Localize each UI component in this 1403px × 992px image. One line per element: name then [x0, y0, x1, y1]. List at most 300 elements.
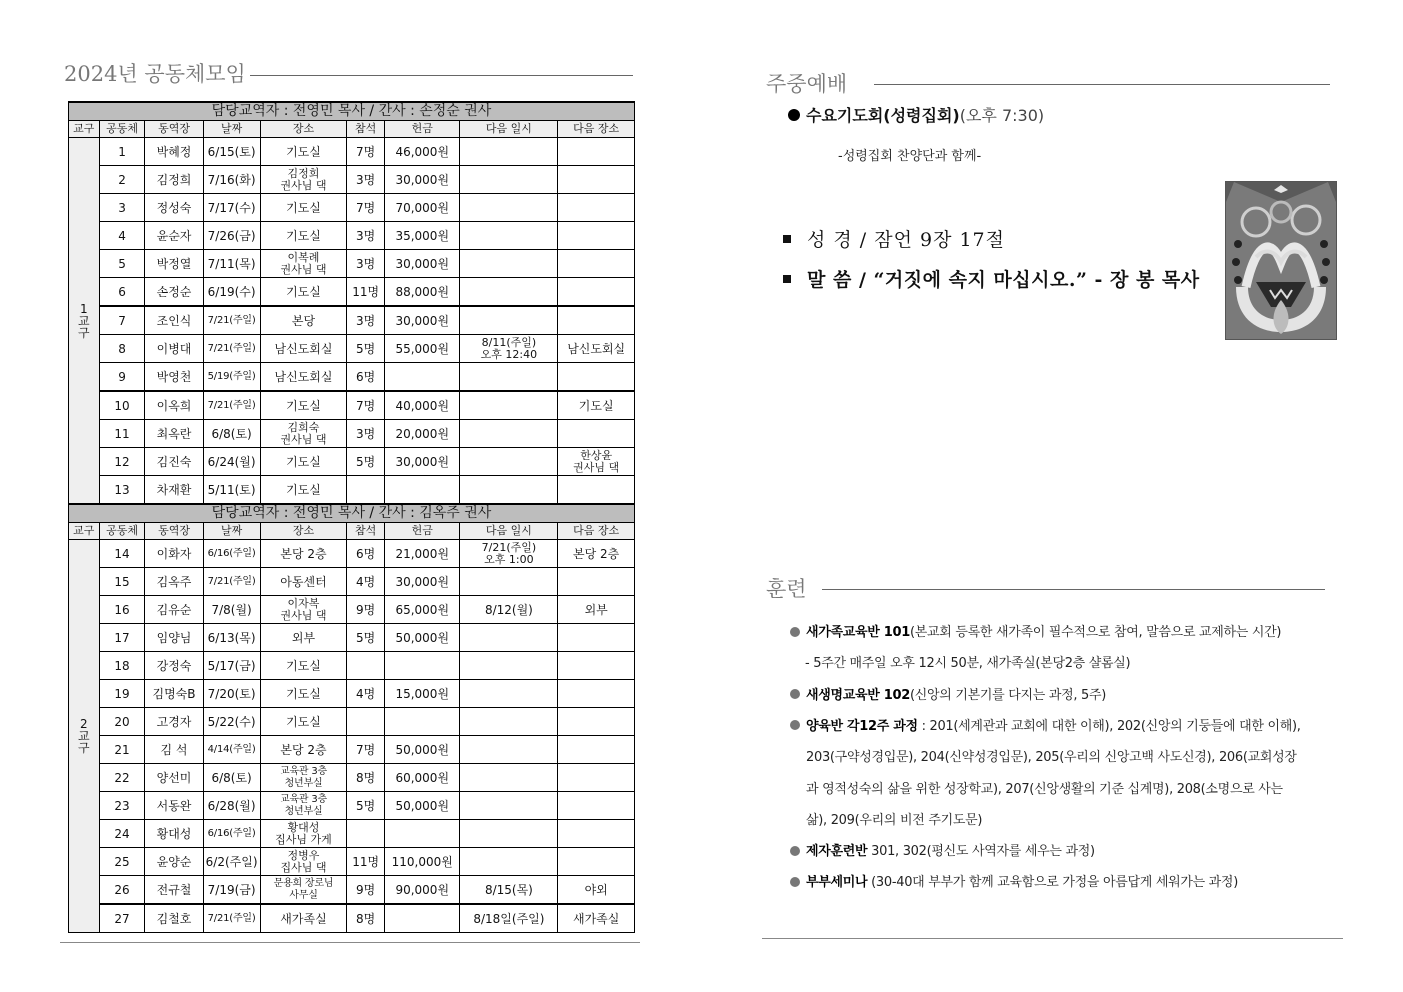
co-leader-cell: 김명숙B [145, 680, 203, 708]
place-cell: 외부 [260, 624, 347, 652]
district-label-char: 구 [77, 741, 90, 755]
table-row [69, 820, 635, 848]
co-leader-cell: 박영천 [145, 363, 203, 392]
next-place-cell [558, 792, 635, 820]
attendance-cell: 7명 [347, 194, 385, 222]
next-date-cell [460, 250, 558, 278]
district-label-char: 구 [77, 325, 90, 340]
table-row [69, 335, 635, 363]
community-no-cell: 6 [99, 278, 145, 307]
community-no-cell: 21 [99, 736, 145, 764]
schedule-title: 2024년 공동체모임 [64, 62, 246, 86]
attendance-cell [347, 476, 385, 505]
next-place-cell [558, 680, 635, 708]
column-header: 다음 장소 [558, 523, 635, 540]
offering-cell: 50,000원 [385, 624, 460, 652]
offering-cell: 30,000원 [385, 448, 460, 476]
offering-cell: 60,000원 [385, 764, 460, 792]
community-no-cell: 8 [99, 335, 145, 363]
place-cell: 김정희 권사님 댁 [260, 166, 347, 194]
place-cell: 기도실 [260, 222, 347, 250]
community-no-cell: 14 [99, 540, 145, 568]
offering-cell: 90,000원 [385, 876, 460, 905]
place-cell: 문용희 장로님 사무실 [260, 876, 347, 905]
table-row [69, 680, 635, 708]
community-no-cell: 7 [99, 306, 145, 335]
table-row [69, 363, 635, 392]
table-row [69, 306, 635, 335]
place-cell: 기도실 [260, 138, 347, 166]
community-no-cell: 11 [99, 420, 145, 448]
place-cell: 황대성 집사님 가게 [260, 820, 347, 848]
community-meeting-table [68, 101, 635, 933]
next-place-cell: 한상윤 권사님 댁 [558, 448, 635, 476]
attendance-cell: 3명 [347, 166, 385, 194]
training-item [790, 875, 1238, 891]
offering-cell: 110,000원 [385, 848, 460, 876]
attendance-cell: 7명 [347, 736, 385, 764]
column-header: 동역장 [145, 121, 203, 138]
group-leader-row [69, 102, 635, 121]
square-bullet-icon [783, 275, 791, 283]
date-cell: 7/16(화) [203, 166, 260, 194]
training-item [790, 719, 1301, 735]
date-cell: 6/28(월) [203, 792, 260, 820]
column-header: 날짜 [203, 523, 260, 540]
community-no-cell: 18 [99, 652, 145, 680]
date-cell: 7/21(주일) [203, 904, 260, 933]
column-header: 장소 [260, 121, 347, 138]
column-header: 다음 장소 [558, 121, 635, 138]
date-cell: 6/16(주일) [203, 820, 260, 848]
place-cell: 이복례 권사님 댁 [260, 250, 347, 278]
next-date-cell [460, 138, 558, 166]
next-date-cell: 7/21(주일) 오후 1:00 [460, 540, 558, 568]
place-cell: 기도실 [260, 652, 347, 680]
offering-cell: 21,000원 [385, 540, 460, 568]
community-no-cell: 3 [99, 194, 145, 222]
next-date-cell [460, 848, 558, 876]
date-cell: 6/15(토) [203, 138, 260, 166]
offering-cell: 20,000원 [385, 420, 460, 448]
training-title-rule [822, 589, 1325, 590]
place-cell: 본당 2층 [260, 736, 347, 764]
co-leader-cell: 김철호 [145, 904, 203, 933]
column-header: 교구 [69, 523, 100, 540]
place-cell: 새가족실 [260, 904, 347, 933]
table-row [69, 624, 635, 652]
next-place-cell [558, 420, 635, 448]
place-cell: 교육관 3층 청년부실 [260, 764, 347, 792]
co-leader-cell: 정성숙 [145, 194, 203, 222]
next-date-cell [460, 820, 558, 848]
table-row [69, 568, 635, 596]
group-leader-text: 담당교역자 : 전영민 목사 / 간사 : 손정순 권사 [69, 102, 635, 121]
next-place-cell [558, 363, 635, 392]
offering-cell: 35,000원 [385, 222, 460, 250]
community-no-cell: 20 [99, 708, 145, 736]
place-cell: 기도실 [260, 448, 347, 476]
co-leader-cell: 김유순 [145, 596, 203, 624]
gray-dot-icon [790, 846, 800, 856]
next-place-cell: 새가족실 [558, 904, 635, 933]
place-cell: 기도실 [260, 194, 347, 222]
place-cell: 기도실 [260, 680, 347, 708]
co-leader-cell: 이병대 [145, 335, 203, 363]
wednesday-service-name: 수요기도회(성령집회) [806, 106, 960, 125]
table-row [69, 448, 635, 476]
co-leader-cell: 전규철 [145, 876, 203, 905]
community-no-cell: 1 [99, 138, 145, 166]
table-row [69, 904, 635, 933]
offering-cell: 40,000원 [385, 391, 460, 420]
next-date-cell [460, 624, 558, 652]
attendance-cell: 3명 [347, 222, 385, 250]
community-no-cell: 13 [99, 476, 145, 505]
community-no-cell: 23 [99, 792, 145, 820]
co-leader-cell: 강정숙 [145, 652, 203, 680]
date-cell: 6/24(월) [203, 448, 260, 476]
next-date-cell [460, 222, 558, 250]
next-date-cell: 8/18일(주일) [460, 904, 558, 933]
co-leader-cell: 조인식 [145, 306, 203, 335]
attendance-cell: 3명 [347, 420, 385, 448]
column-header: 날짜 [203, 121, 260, 138]
attendance-cell: 3명 [347, 306, 385, 335]
date-cell: 5/11(토) [203, 476, 260, 505]
offering-cell: 15,000원 [385, 680, 460, 708]
attendance-cell: 5명 [347, 792, 385, 820]
next-date-cell [460, 568, 558, 596]
date-cell: 7/26(금) [203, 222, 260, 250]
table-row [69, 250, 635, 278]
place-cell: 남신도회실 [260, 335, 347, 363]
training-desc-cont: 과 영적성숙의 삶을 위한 성장학교), 207(신앙생활의 기준 십계명), 208(소명으로 사는 [806, 781, 1283, 797]
column-header: 장소 [260, 523, 347, 540]
offering-cell [385, 904, 460, 933]
place-cell: 김희숙 권사님 댁 [260, 420, 347, 448]
attendance-cell: 8명 [347, 764, 385, 792]
training-item [790, 688, 1106, 704]
column-header: 참석 [347, 523, 385, 540]
next-place-cell: 야외 [558, 876, 635, 905]
place-cell: 기도실 [260, 278, 347, 307]
next-date-cell: 8/11(주일) 오후 12:40 [460, 335, 558, 363]
sermon-text: 말 씀 / “거짓에 속지 마십시오.” - 장 봉 목사 [807, 269, 1200, 291]
next-date-cell [460, 420, 558, 448]
next-date-cell [460, 363, 558, 392]
date-cell: 4/14(주일) [203, 736, 260, 764]
offering-cell: 30,000원 [385, 250, 460, 278]
co-leader-cell: 박혜정 [145, 138, 203, 166]
next-date-cell [460, 476, 558, 505]
table-row [69, 540, 635, 568]
gray-dot-icon [790, 689, 800, 699]
next-place-cell [558, 250, 635, 278]
co-leader-cell: 김 석 [145, 736, 203, 764]
co-leader-cell: 김정희 [145, 166, 203, 194]
community-no-cell: 10 [99, 391, 145, 420]
offering-cell [385, 476, 460, 505]
next-place-cell [558, 222, 635, 250]
next-place-cell [558, 708, 635, 736]
next-date-cell [460, 708, 558, 736]
co-leader-cell: 김옥주 [145, 568, 203, 596]
attendance-cell [347, 652, 385, 680]
next-place-cell [558, 194, 635, 222]
next-date-cell: 8/12(월) [460, 596, 558, 624]
wednesday-note: -성령집회 찬양단과 함께- [838, 149, 982, 164]
table-row [69, 652, 635, 680]
offering-cell: 46,000원 [385, 138, 460, 166]
column-header: 참석 [347, 121, 385, 138]
gray-dot-icon [790, 877, 800, 887]
offering-cell: 88,000원 [385, 278, 460, 307]
offering-cell: 30,000원 [385, 568, 460, 596]
table-row [69, 222, 635, 250]
next-place-cell: 남신도회실 [558, 335, 635, 363]
attendance-cell [347, 708, 385, 736]
training-name: 제자훈련반 [806, 844, 868, 860]
column-header: 다음 일시 [460, 523, 558, 540]
district-label [69, 138, 100, 505]
co-leader-cell: 고경자 [145, 708, 203, 736]
date-cell: 7/17(수) [203, 194, 260, 222]
scripture-line [783, 228, 1005, 252]
attendance-cell: 5명 [347, 448, 385, 476]
group-leader-text: 담당교역자 : 전영민 목사 / 간사 : 김옥주 권사 [69, 504, 635, 523]
date-cell: 7/21(주일) [203, 391, 260, 420]
wednesday-service-time: (오후 7:30) [959, 106, 1045, 125]
co-leader-cell: 손정순 [145, 278, 203, 307]
next-date-cell: 8/15(목) [460, 876, 558, 905]
worship-illustration [1225, 181, 1337, 340]
table-row [69, 792, 635, 820]
community-no-cell: 25 [99, 848, 145, 876]
place-cell: 본당 2층 [260, 540, 347, 568]
date-cell: 6/8(토) [203, 764, 260, 792]
next-place-cell [558, 278, 635, 307]
right-footer-rule [762, 938, 1343, 939]
offering-cell: 65,000원 [385, 596, 460, 624]
co-leader-cell: 윤양순 [145, 848, 203, 876]
table-row [69, 278, 635, 307]
training-name: 부부세미나 [806, 875, 868, 891]
table-row [69, 736, 635, 764]
community-no-cell: 17 [99, 624, 145, 652]
place-cell: 정병우 집사님 댁 [260, 848, 347, 876]
training-desc-cont: 삶), 209(우리의 비전 주기도문) [806, 812, 983, 828]
next-date-cell [460, 166, 558, 194]
offering-cell: 50,000원 [385, 792, 460, 820]
attendance-cell: 8명 [347, 904, 385, 933]
table-row [69, 194, 635, 222]
place-cell: 기도실 [260, 391, 347, 420]
gray-dot-icon [790, 720, 800, 730]
attendance-cell: 3명 [347, 250, 385, 278]
community-no-cell: 16 [99, 596, 145, 624]
community-no-cell: 2 [99, 166, 145, 194]
date-cell: 6/19(수) [203, 278, 260, 307]
place-cell: 아동센터 [260, 568, 347, 596]
place-cell: 남신도회실 [260, 363, 347, 392]
attendance-cell: 5명 [347, 335, 385, 363]
praise-hands-illustration [1226, 182, 1336, 339]
offering-cell [385, 820, 460, 848]
table-row [69, 876, 635, 905]
next-date-cell [460, 680, 558, 708]
co-leader-cell: 양선미 [145, 764, 203, 792]
training-desc-cont: 203(구약성경입문), 204(신약성경입문), 205(우리의 신앙고백 사도신경), 206(교회성장 [806, 750, 1297, 766]
next-date-cell [460, 278, 558, 307]
table-header-row [69, 121, 635, 138]
worship-title: 주중예배 [766, 72, 848, 96]
offering-cell [385, 708, 460, 736]
date-cell: 6/16(주일) [203, 540, 260, 568]
training-desc-cont: - 5주간 매주일 오후 12시 50분, 새가족실(본당2층 샬롬실) [805, 656, 1131, 672]
next-date-cell [460, 194, 558, 222]
column-header: 공동체 [99, 523, 145, 540]
column-header: 다음 일시 [460, 121, 558, 138]
attendance-cell: 6명 [347, 540, 385, 568]
left-footer-rule [60, 942, 640, 943]
co-leader-cell: 임양님 [145, 624, 203, 652]
wednesday-service [788, 105, 1044, 127]
next-place-cell [558, 820, 635, 848]
co-leader-cell: 황대성 [145, 820, 203, 848]
training-desc: : 201(세계관과 교회에 대한 이해), 202(신앙의 기둥들에 대한 이해), [917, 718, 1301, 734]
offering-cell: 50,000원 [385, 736, 460, 764]
table-row [69, 391, 635, 420]
co-leader-cell: 윤순자 [145, 222, 203, 250]
next-date-cell [460, 764, 558, 792]
next-date-cell [460, 736, 558, 764]
date-cell: 5/19(주일) [203, 363, 260, 392]
next-place-cell [558, 306, 635, 335]
next-place-cell [558, 568, 635, 596]
training-title: 훈련 [766, 577, 807, 601]
next-place-cell [558, 624, 635, 652]
table-row [69, 166, 635, 194]
scripture-text: 성 경 / 잠언 9장 17절 [807, 229, 1005, 251]
offering-cell: 70,000원 [385, 194, 460, 222]
offering-cell: 55,000원 [385, 335, 460, 363]
attendance-cell: 7명 [347, 391, 385, 420]
next-place-cell: 기도실 [558, 391, 635, 420]
date-cell: 5/22(수) [203, 708, 260, 736]
community-no-cell: 22 [99, 764, 145, 792]
attendance-cell: 5명 [347, 624, 385, 652]
district-label-char: 교 [77, 729, 90, 743]
offering-cell: 30,000원 [385, 166, 460, 194]
date-cell: 7/11(목) [203, 250, 260, 278]
place-cell: 기도실 [260, 476, 347, 505]
district-label-char: 교 [77, 313, 90, 328]
column-header: 교구 [69, 121, 100, 138]
date-cell: 7/20(토) [203, 680, 260, 708]
community-no-cell: 15 [99, 568, 145, 596]
black-dot-icon [788, 109, 800, 121]
training-item [790, 844, 1095, 860]
table-row [69, 138, 635, 166]
square-bullet-icon [783, 235, 791, 243]
title-rule [250, 75, 633, 76]
offering-cell [385, 652, 460, 680]
co-leader-cell: 차재환 [145, 476, 203, 505]
attendance-cell: 7명 [347, 138, 385, 166]
attendance-cell: 11명 [347, 278, 385, 307]
group-leader-row [69, 504, 635, 523]
attendance-cell: 4명 [347, 680, 385, 708]
table-row [69, 596, 635, 624]
co-leader-cell: 이화자 [145, 540, 203, 568]
training-name: 새가족교육반 101 [806, 625, 911, 640]
community-no-cell: 12 [99, 448, 145, 476]
next-place-cell [558, 138, 635, 166]
date-cell: 7/21(주일) [203, 568, 260, 596]
date-cell: 7/8(월) [203, 596, 260, 624]
attendance-cell: 9명 [347, 596, 385, 624]
attendance-cell: 9명 [347, 876, 385, 905]
next-date-cell [460, 652, 558, 680]
offering-cell [385, 363, 460, 392]
column-header: 동역장 [145, 523, 203, 540]
co-leader-cell: 서동완 [145, 792, 203, 820]
next-place-cell: 본당 2층 [558, 540, 635, 568]
next-date-cell [460, 448, 558, 476]
date-cell: 7/21(주일) [203, 306, 260, 335]
community-no-cell: 4 [99, 222, 145, 250]
column-header: 헌금 [385, 523, 460, 540]
table-row [69, 764, 635, 792]
attendance-cell [347, 820, 385, 848]
district-label [69, 540, 100, 933]
district-label-char: 2 [79, 717, 88, 731]
community-no-cell: 27 [99, 904, 145, 933]
table-header-row [69, 523, 635, 540]
date-cell: 6/2(주일) [203, 848, 260, 876]
training-desc: (30-40대 부부가 함께 교육함으로 가정을 아름답게 세워가는 과정) [867, 875, 1238, 891]
sermon-line [783, 268, 1200, 292]
worship-title-rule [874, 84, 1330, 85]
place-cell: 교육관 3층 청년부실 [260, 792, 347, 820]
next-date-cell [460, 792, 558, 820]
attendance-cell: 4명 [347, 568, 385, 596]
place-cell: 본당 [260, 306, 347, 335]
community-no-cell: 5 [99, 250, 145, 278]
date-cell: 6/8(토) [203, 420, 260, 448]
next-place-cell [558, 652, 635, 680]
offering-cell: 30,000원 [385, 306, 460, 335]
community-no-cell: 26 [99, 876, 145, 905]
next-place-cell [558, 166, 635, 194]
gray-dot-icon [790, 627, 800, 637]
place-cell: 기도실 [260, 708, 347, 736]
table-row [69, 708, 635, 736]
column-header: 헌금 [385, 121, 460, 138]
next-date-cell [460, 391, 558, 420]
next-place-cell: 외부 [558, 596, 635, 624]
table-row [69, 476, 635, 505]
co-leader-cell: 최옥란 [145, 420, 203, 448]
co-leader-cell: 이옥희 [145, 391, 203, 420]
date-cell: 5/17(금) [203, 652, 260, 680]
co-leader-cell: 박정열 [145, 250, 203, 278]
training-desc: (신앙의 기본기를 다지는 과정, 5주) [910, 687, 1107, 703]
training-name: 새생명교육반 102 [806, 687, 911, 703]
community-no-cell: 19 [99, 680, 145, 708]
next-place-cell [558, 736, 635, 764]
